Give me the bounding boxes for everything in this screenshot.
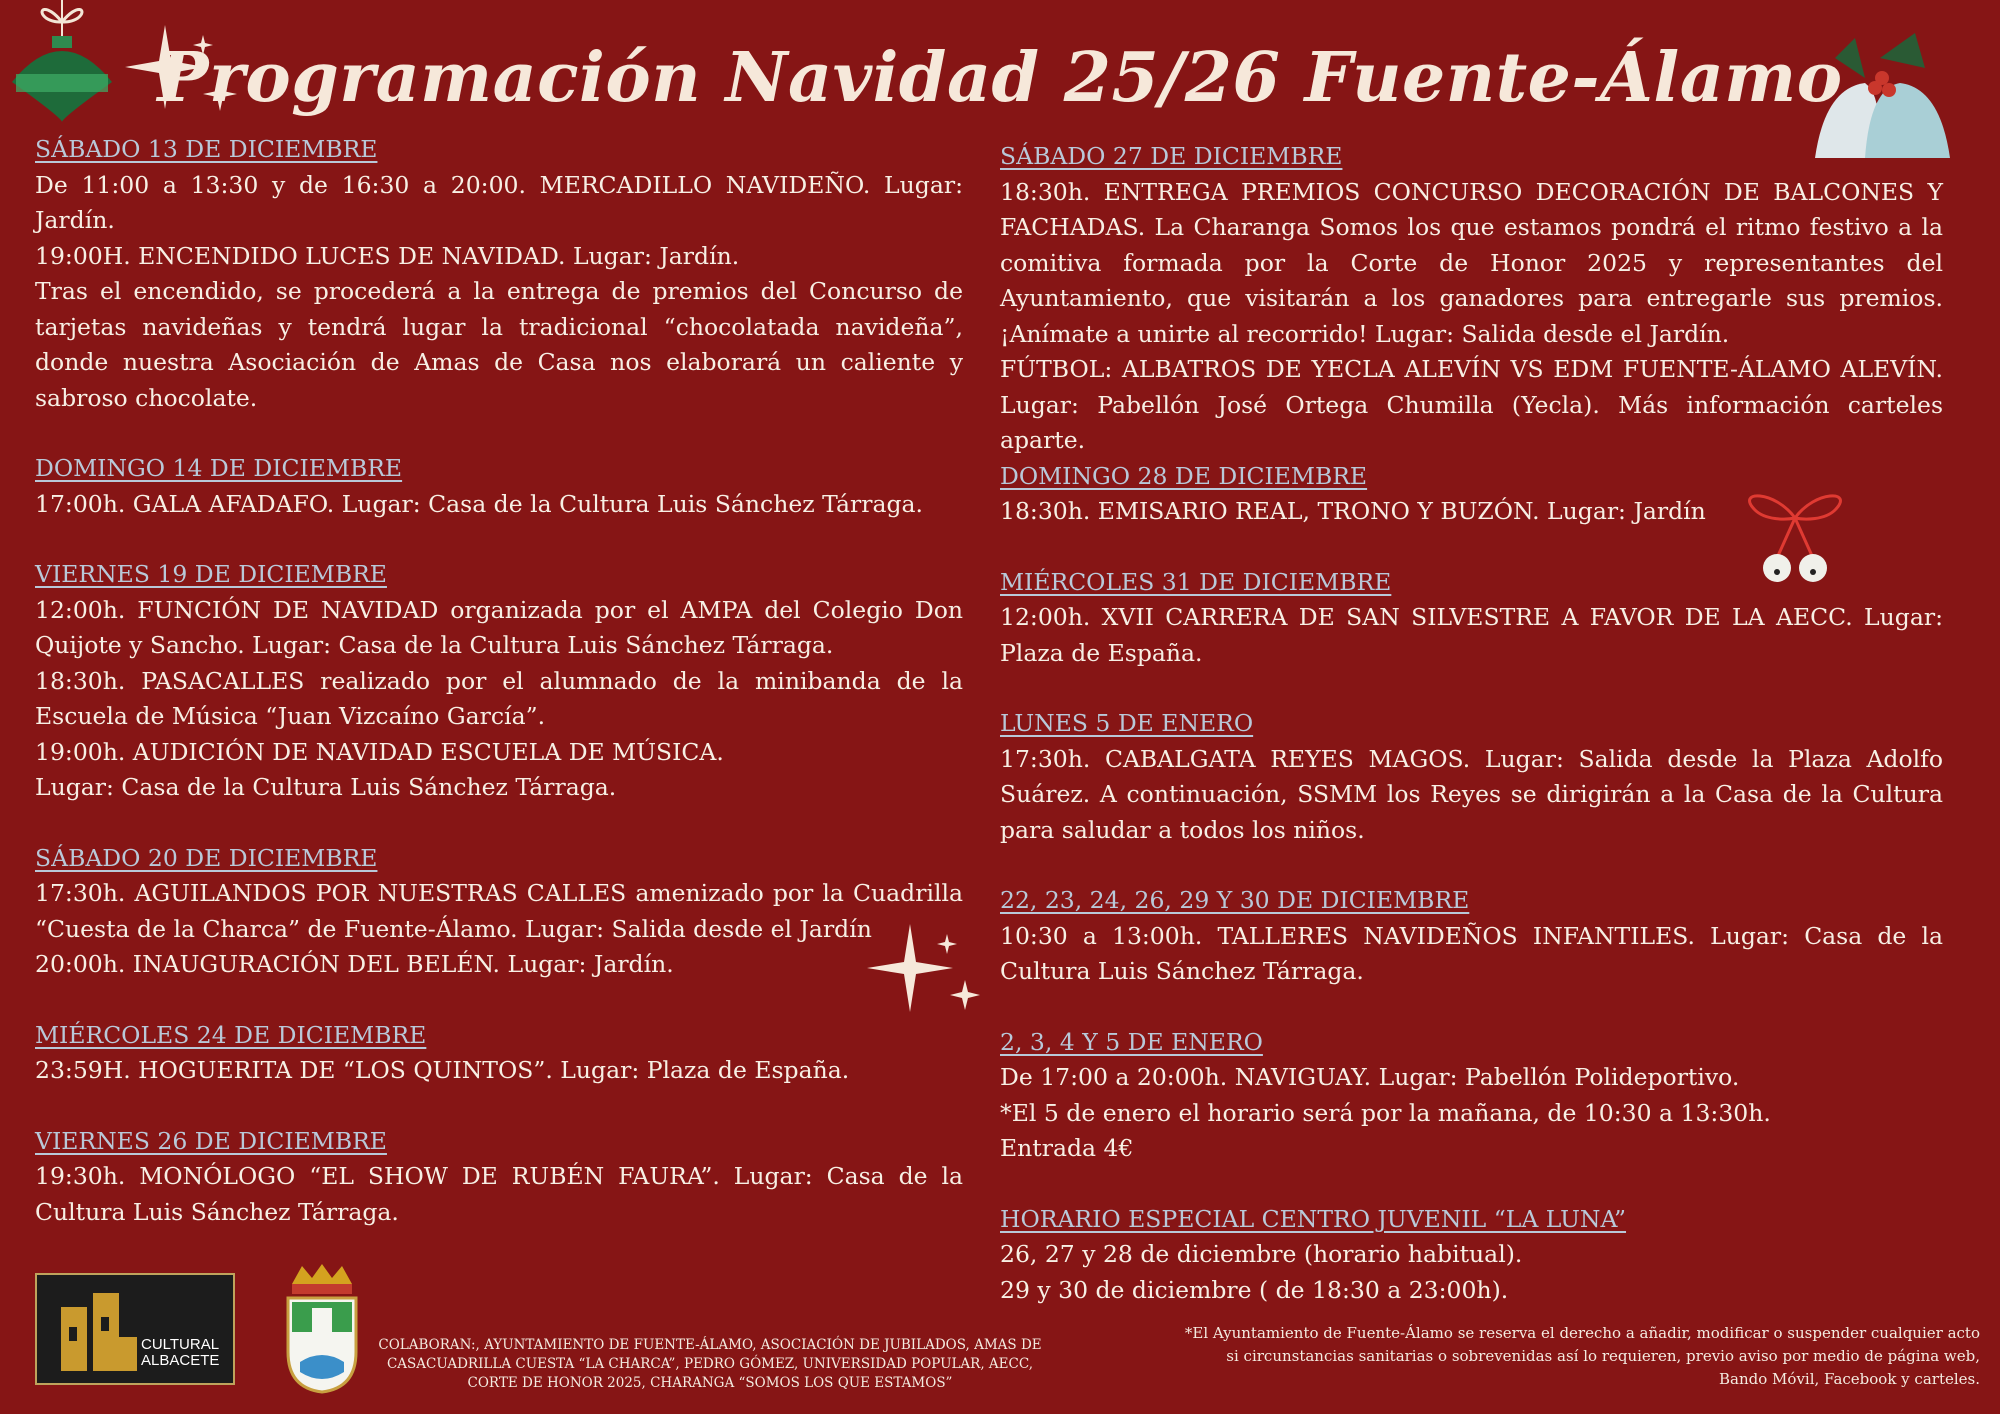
event-detail-line: FÚTBOL: ALBATROS DE YECLA ALEVÍN VS EDM FUENTE-ÁLAMO ALEVÍN. Lugar: Pabellón José Ortega Chumilla (Yecla). Más información carteles aparte. [1000,355,1943,454]
event-date-heading: MIÉRCOLES 24 DE DICIEMBRE [35,1020,427,1049]
page-title: Programación Navidad 25/26 Fuente-Álamo [157,38,1843,118]
event-detail-line: 19:00h. AUDICIÓN DE NAVIDAD ESCUELA DE MÚSICA. [35,737,724,766]
event-date-heading: SÁBADO 13 DE DICIEMBRE [35,135,378,163]
event-block [1000,706,1943,848]
event-block [1000,1202,1943,1309]
event-block [35,1018,963,1089]
event-date-heading: 2, 3, 4 Y 5 DE ENERO [1000,1027,1263,1056]
event-date-heading: SÁBADO 27 DE DICIEMBRE [1000,142,1343,170]
event-detail-line: 10:30 a 13:00h. TALLERES NAVIDEÑOS INFANTILES. Lugar: Casa de la Cultura Luis Sánchez Tárraga. [1000,921,1943,985]
castle-icon [51,1287,141,1371]
event-detail-line: Lugar: Casa de la Cultura Luis Sánchez Tárraga. [35,773,617,801]
event-detail-line: 18:30h. EMISARIO REAL, TRONO Y BUZÓN. Lugar: Jardín [1000,497,1706,525]
event-detail-line: 29 y 30 de diciembre ( de 18:30 a 23:00h). [1000,1275,1509,1304]
event-date-heading: DOMINGO 28 DE DICIEMBRE [1000,461,1368,490]
event-block [35,132,963,416]
event-block [35,841,963,983]
event-detail-line: 19:00H. ENCENDIDO LUCES DE NAVIDAD. Lugar: Jardín. [35,241,740,270]
event-block [1000,883,1943,990]
event-block [35,1124,963,1231]
event-detail-line: 20:00h. INAUGURACIÓN DEL BELÉN. Lugar: Jardín. [35,950,674,978]
event-date-heading: VIERNES 26 DE DICIEMBRE [35,1126,387,1155]
collaborators-text: COLABORAN:, AYUNTAMIENTO DE FUENTE-ÁLAMO, ASOCIACIÓN DE JUBILADOS, AMAS DE CASACUADRILLA CUESTA “LA CHARCA”, PEDRO GÓMEZ, UNIVERSIDAD POPULAR, AECC, CORTE DE HONOR 2025, CHARANGA “SOMOS LOS QUE ESTAMOS” [378,1337,1042,1391]
event-detail-line: 19:30h. MONÓLOGO “EL SHOW DE RUBÉN FAURA”. Lugar: Casa de la Cultura Luis Sánchez Tárraga. [35,1162,963,1226]
event-detail-line: Tras el encendido, se procederá a la entrega de premios del Concurso de tarjetas navideñas y tendrá lugar la tradicional “chocolatada navideña”, donde nuestra Asociación de Amas de Casa nos elaborará un caliente y sabroso chocolate. [35,277,963,412]
event-detail-line: 18:30h. ENTREGA PREMIOS CONCURSO DECORACIÓN DE BALCONES Y FACHADAS. La Charanga Somos los que estamos pondrá el ritmo festivo a la comitiva formada por la Corte de Honor 2025 y representantes del Ayuntamiento, que visitarán a los ganadores para entregarle sus premios. ¡Anímate a unirte al recorrido! Lugar: Salida desde el Jardín. [1000,177,1943,348]
disclaimer-text: *El Ayuntamiento de Fuente-Álamo se reserva el derecho a añadir, modificar o suspender cualquier acto si circunstancias sanitarias o sobrevenidas así lo requieren, previo aviso por medio de página web, Bando Móvil, Facebook y carteles. [1184,1324,1980,1388]
event-detail-line: 12:00h. XVII CARRERA DE SAN SILVESTRE A FAVOR DE LA AECC. Lugar: Plaza de España. [1000,603,1943,667]
event-date-heading: SÁBADO 20 DE DICIEMBRE [35,843,378,872]
event-block [1000,139,1943,459]
event-block [35,557,963,806]
event-detail-line: *El 5 de enero el horario será por la mañana, de 10:30 a 13:30h. [1000,1098,1771,1127]
cultural-albacete-logo [35,1273,235,1385]
event-detail-line: 26, 27 y 28 de diciembre (horario habitual). [1000,1240,1523,1268]
event-detail-line: Entrada 4€ [1000,1134,1134,1162]
event-block [1000,1025,1943,1167]
event-date-heading: VIERNES 19 DE DICIEMBRE [35,560,387,588]
event-block [1000,459,1943,530]
event-detail-line: 18:30h. PASACALLES realizado por el alumnado de la minibanda de la Escuela de Música “Juan Vizcaíno García”. [35,666,963,730]
event-detail-line: 17:30h. AGUILANDOS POR NUESTRAS CALLES amenizado por la Cuadrilla “Cuesta de la Charca” de Fuente-Álamo. Lugar: Salida desde el Jardín [35,879,963,943]
event-date-heading: MIÉRCOLES 31 DE DICIEMBRE [1000,567,1392,596]
event-block [35,451,963,522]
event-detail-line: 17:30h. CABALGATA REYES MAGOS. Lugar: Salida desde la Plaza Adolfo Suárez. A continuación, SSMM los Reyes se dirigirán a la Casa de la Cultura para saludar a todos los niños. [1000,744,1943,844]
event-detail-line: 23:59H. HOGUERITA DE “LOS QUINTOS”. Lugar: Plaza de España. [35,1056,850,1084]
right-column [1000,139,1943,1343]
event-date-heading: 22, 23, 24, 26, 29 Y 30 DE DICIEMBRE [1000,886,1470,914]
coat-of-arms-icon [282,1262,362,1394]
event-detail-line: De 11:00 a 13:30 y de 16:30 a 20:00. MERCADILLO NAVIDEÑO. Lugar: Jardín. [35,170,963,234]
event-detail-line: 17:00h. GALA AFADAFO. Lugar: Casa de la Cultura Luis Sánchez Tárraga. [35,489,923,518]
event-detail-line: 12:00h. FUNCIÓN DE NAVIDAD organizada por el AMPA del Colegio Don Quijote y Sancho. Lugar: Casa de la Cultura Luis Sánchez Tárraga. [35,595,963,659]
event-date-heading: LUNES 5 DE ENERO [1000,709,1254,737]
logo-label: CULTURAL ALBACETE [141,1336,220,1369]
event-detail-line: De 17:00 a 20:00h. NAVIGUAY. Lugar: Pabellón Polideportivo. [1000,1063,1740,1091]
event-block [1000,565,1943,672]
event-date-heading: HORARIO ESPECIAL CENTRO JUVENIL “LA LUNA” [1000,1204,1627,1233]
left-column [35,132,963,1265]
event-date-heading: DOMINGO 14 DE DICIEMBRE [35,454,403,482]
